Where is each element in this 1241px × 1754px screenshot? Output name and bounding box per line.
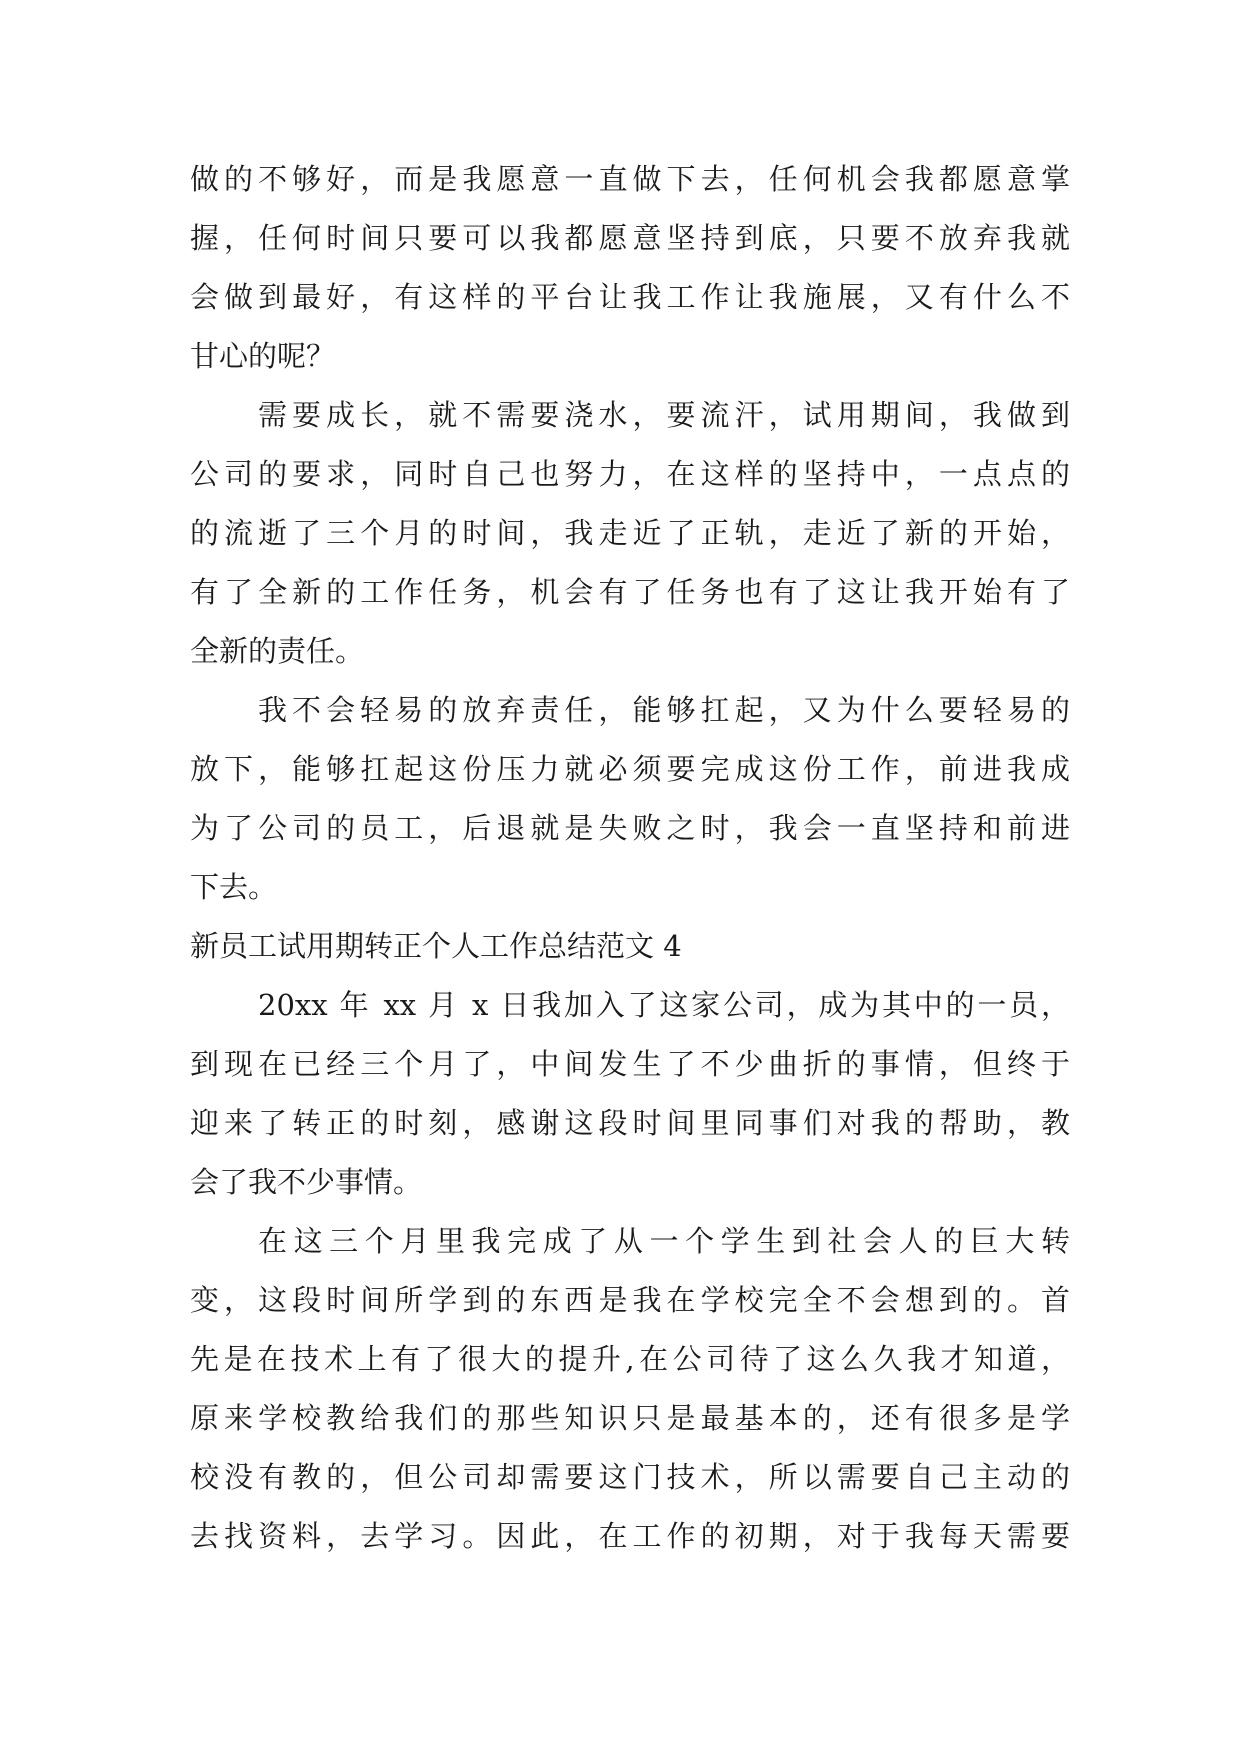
paragraph-line: 到现在已经三个月了，中间发生了不少曲折的事情，但终于	[190, 1047, 1070, 1081]
paragraph-line: 需要成长，就不需要浇水，要流汗，试用期间，我做到	[258, 398, 1070, 432]
paragraph-line: 我不会轻易的放弃责任，能够扛起，又为什么要轻易的	[258, 693, 1070, 727]
paragraph-line: 甘心的呢？	[190, 339, 336, 373]
paragraph-line: 会做到最好，有这样的平台让我工作让我施展，又有什么不	[190, 280, 1070, 314]
paragraph-3	[190, 681, 1070, 917]
paragraph-line: 做的不够好，而是我愿意一直做下去，任何机会我都愿意掌	[190, 162, 1070, 196]
paragraph-line: 的流逝了三个月的时间，我走近了正轨，走近了新的开始，	[190, 516, 1070, 550]
paragraph-5	[190, 1212, 1070, 1566]
paragraph-line: 20xx 年 xx 月 x 日我加入了这家公司，成为其中的一员，	[258, 988, 1070, 1022]
paragraph-line: 在这三个月里我完成了从一个学生到社会人的巨大转	[258, 1224, 1070, 1258]
paragraph-line: 握，任何时间只要可以我都愿意坚持到底，只要不放弃我就	[190, 221, 1070, 255]
paragraph-line: 为了公司的员工，后退就是失败之时，我会一直坚持和前进	[190, 811, 1070, 845]
paragraph-line: 变，这段时间所学到的东西是我在学校完全不会想到的。首	[190, 1283, 1070, 1317]
paragraph-line: 有了全新的工作任务，机会有了任务也有了这让我开始有了	[190, 575, 1070, 609]
paragraph-line: 去找资料，去学习。因此，在工作的初期，对于我每天需要	[190, 1519, 1070, 1553]
paragraph-line: 会了我不少事情。	[190, 1165, 423, 1199]
paragraph-1	[190, 150, 1070, 386]
paragraph-line: 校没有教的，但公司却需要这门技术，所以需要自己主动的	[190, 1460, 1070, 1494]
paragraph-4	[190, 976, 1070, 1212]
paragraph-line: 公司的要求，同时自己也努力，在这样的坚持中，一点点的	[190, 457, 1070, 491]
paragraph-line: 先是在技术上有了很大的提升,在公司待了这么久我才知道，	[190, 1342, 1070, 1376]
paragraph-line: 迎来了转正的时刻，感谢这段时间里同事们对我的帮助，教	[190, 1106, 1070, 1140]
paragraph-2	[190, 386, 1070, 681]
paragraph-line: 放下，能够扛起这份压力就必须要完成这份工作，前进我成	[190, 752, 1070, 786]
paragraph-line: 下去。	[190, 870, 278, 904]
paragraph-line: 原来学校教给我们的那些知识只是最基本的，还有很多是学	[190, 1401, 1070, 1435]
document-body	[190, 150, 1070, 1566]
section-title: 新员工试用期转正个人工作总结范文 4	[190, 929, 682, 963]
paragraph-line: 全新的责任。	[190, 634, 365, 668]
